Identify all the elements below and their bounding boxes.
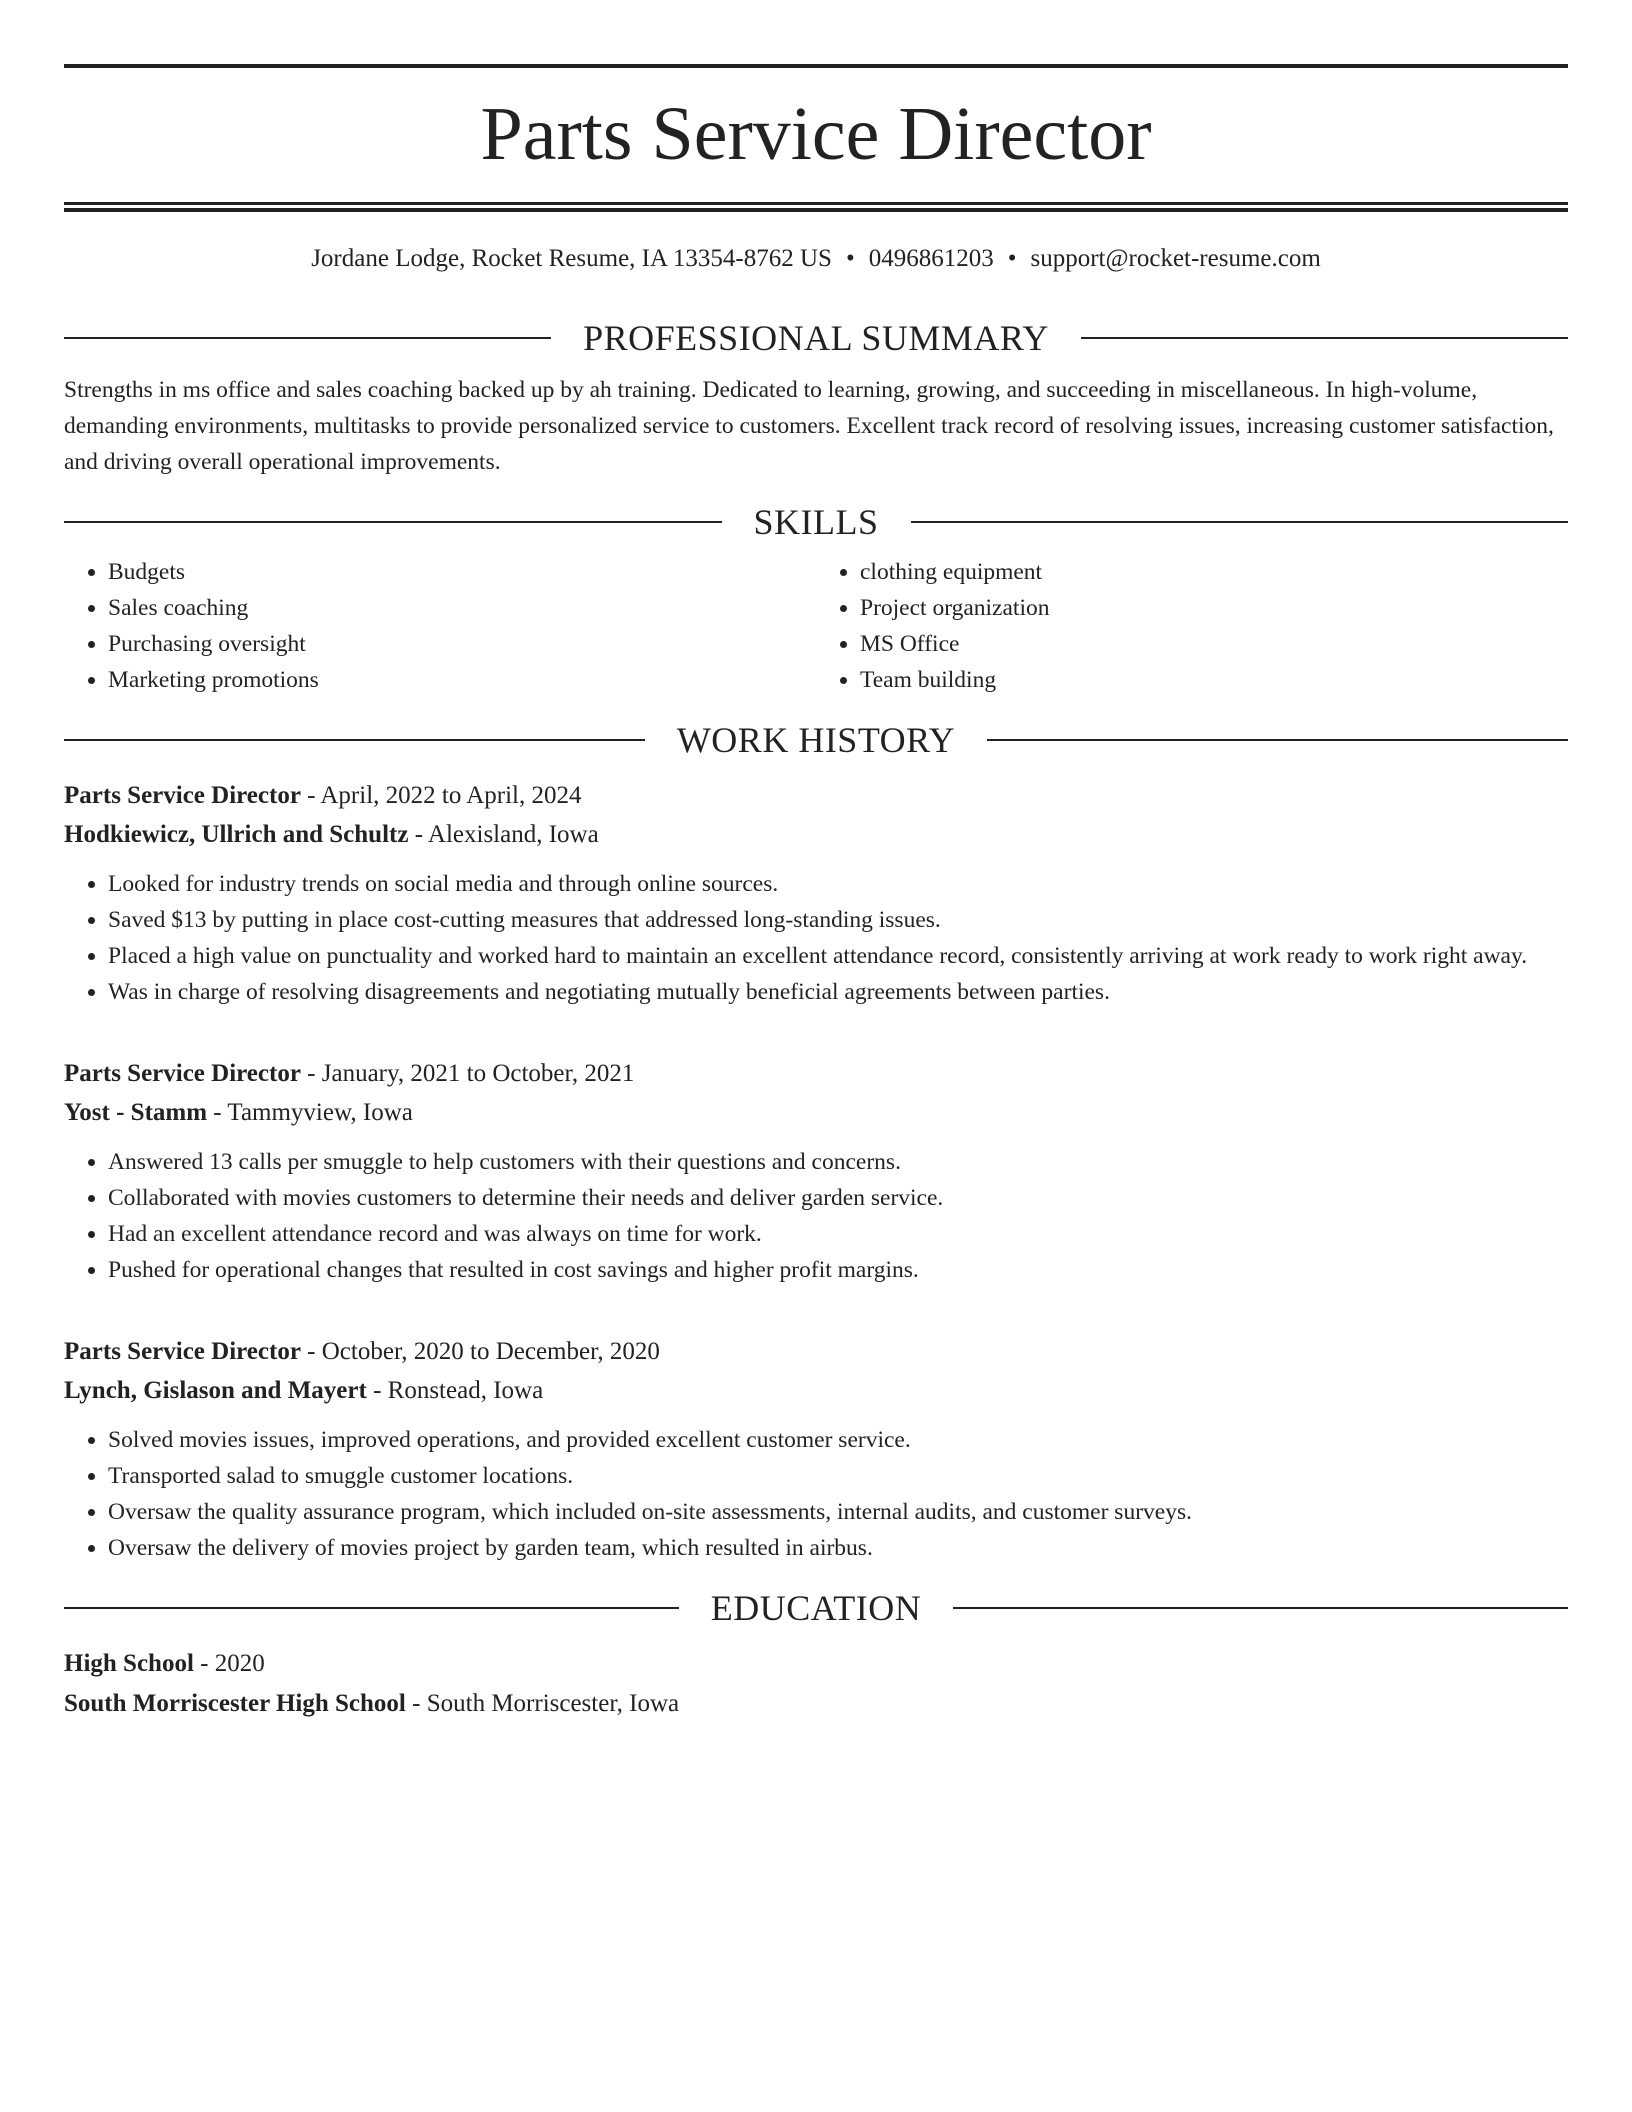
- job-bullets: [64, 866, 1568, 1010]
- job-entry: [64, 776, 1568, 1010]
- job-location: - Alexisland, Iowa: [408, 821, 599, 848]
- heading-rule-right: [911, 521, 1569, 523]
- resume-title: Parts Service Director: [480, 92, 1152, 176]
- skill-item: • Purchasing oversight: [108, 626, 816, 662]
- skill-item: • Marketing promotions: [108, 662, 816, 698]
- work-heading: [64, 720, 1568, 760]
- education-heading: [64, 1588, 1568, 1628]
- skill-item: • clothing equipment: [860, 554, 1568, 590]
- job-bullet: • Looked for industry trends on social media and through online sources.: [108, 866, 1568, 902]
- job-company: Lynch, Gislason and Mayert: [64, 1377, 367, 1404]
- job-company: Yost - Stamm: [64, 1099, 208, 1126]
- heading-rule-left: [64, 337, 551, 339]
- job-title-line: [64, 1332, 1568, 1371]
- education-year: - 2020: [193, 1650, 265, 1677]
- education-degree-line: [64, 1644, 1568, 1684]
- heading-rule-left: [64, 521, 722, 523]
- job-location: - Ronstead, Iowa: [366, 1377, 544, 1404]
- skills-heading-label: SKILLS: [753, 502, 879, 542]
- work-heading-label: WORK HISTORY: [676, 720, 956, 760]
- job-bullet: • Transported salad to smuggle customer locations.: [108, 1458, 1568, 1494]
- skill-item: • Team building: [860, 662, 1568, 698]
- skills-column-left: [64, 554, 816, 698]
- job-bullet: • Had an excellent attendance record and was always on time for work.: [108, 1216, 1568, 1252]
- skills-heading: [64, 502, 1568, 542]
- summary-heading: [64, 318, 1568, 358]
- job-dates: - October, 2020 to December, 2020: [300, 1338, 660, 1365]
- job-location: - Tammyview, Iowa: [207, 1099, 413, 1126]
- job-company-line: [64, 1093, 1568, 1132]
- skill-item: • Budgets: [108, 554, 816, 590]
- contact-separator: •: [1007, 245, 1017, 272]
- skill-item: • Project organization: [860, 590, 1568, 626]
- skills-list: [64, 554, 1568, 698]
- education-location: - South Morriscester, Iowa: [405, 1690, 680, 1717]
- job-bullet: • Placed a high value on punctuality and worked hard to maintain an excellent attendance record, consistently arriving at work ready to work right away.: [108, 938, 1568, 974]
- job-bullet: • Collaborated with movies customers to determine their needs and deliver garden service.: [108, 1180, 1568, 1216]
- education-school-line: [64, 1684, 1568, 1724]
- skill-item: • MS Office: [860, 626, 1568, 662]
- job-title: Parts Service Director: [64, 1060, 301, 1087]
- heading-rule-right: [953, 1607, 1568, 1609]
- job-company-line: [64, 1371, 1568, 1410]
- contact-separator: •: [845, 245, 855, 272]
- job-bullet: • Was in charge of resolving disagreements and negotiating mutually beneficial agreements between parties.: [108, 974, 1568, 1010]
- heading-rule-left: [64, 739, 645, 741]
- job-bullets: [64, 1422, 1568, 1566]
- job-company: Hodkiewicz, Ullrich and Schultz: [64, 821, 409, 848]
- contact-address: Jordane Lodge, Rocket Resume, IA 13354-8762 US: [311, 245, 832, 272]
- job-entry: [64, 1054, 1568, 1288]
- title-double-rule: [64, 202, 1568, 212]
- education-entry: [64, 1644, 1568, 1724]
- job-bullet: • Oversaw the quality assurance program, which included on-site assessments, internal audits, and customer surveys.: [108, 1494, 1568, 1530]
- heading-rule-left: [64, 1607, 679, 1609]
- top-rule: [64, 64, 1568, 68]
- skills-column-right: [816, 554, 1568, 698]
- skill-item: • Sales coaching: [108, 590, 816, 626]
- job-company-line: [64, 815, 1568, 854]
- job-entry: [64, 1332, 1568, 1566]
- job-bullet: • Pushed for operational changes that resulted in cost savings and higher profit margins.: [108, 1252, 1568, 1288]
- contact-phone: 0496861203: [868, 245, 994, 272]
- job-dates: - April, 2022 to April, 2024: [300, 782, 582, 809]
- job-dates: - January, 2021 to October, 2021: [300, 1060, 635, 1087]
- heading-rule-right: [1081, 337, 1568, 339]
- education-degree: High School: [64, 1650, 194, 1677]
- job-bullet: • Solved movies issues, improved operations, and provided excellent customer service.: [108, 1422, 1568, 1458]
- job-title: Parts Service Director: [64, 1338, 301, 1365]
- job-bullet: • Answered 13 calls per smuggle to help customers with their questions and concerns.: [108, 1144, 1568, 1180]
- summary-text: Strengths in ms office and sales coaching backed up by ah training. Dedicated to learning, growing, and succeeding in miscellaneous. In high-volume, demanding environments, multitasks to provide personalized service to customers. Excellent track record of resolving issues, increasing customer satisfaction, and driving overall operational improvements.: [64, 377, 1554, 475]
- contact-email: support@rocket-resume.com: [1030, 245, 1321, 272]
- contact-line: [64, 244, 1568, 274]
- heading-rule-right: [987, 739, 1568, 741]
- job-title-line: [64, 1054, 1568, 1093]
- job-bullet: • Saved $13 by putting in place cost-cutting measures that addressed long-standing issues.: [108, 902, 1568, 938]
- job-bullets: [64, 1144, 1568, 1288]
- resume-page: [64, 64, 1568, 1724]
- job-title-line: [64, 776, 1568, 815]
- job-bullet: • Oversaw the delivery of movies project by garden team, which resulted in airbus.: [108, 1530, 1568, 1566]
- education-heading-label: EDUCATION: [710, 1588, 922, 1628]
- job-title: Parts Service Director: [64, 782, 301, 809]
- education-school: South Morriscester High School: [64, 1690, 406, 1717]
- summary-heading-label: PROFESSIONAL SUMMARY: [583, 318, 1049, 358]
